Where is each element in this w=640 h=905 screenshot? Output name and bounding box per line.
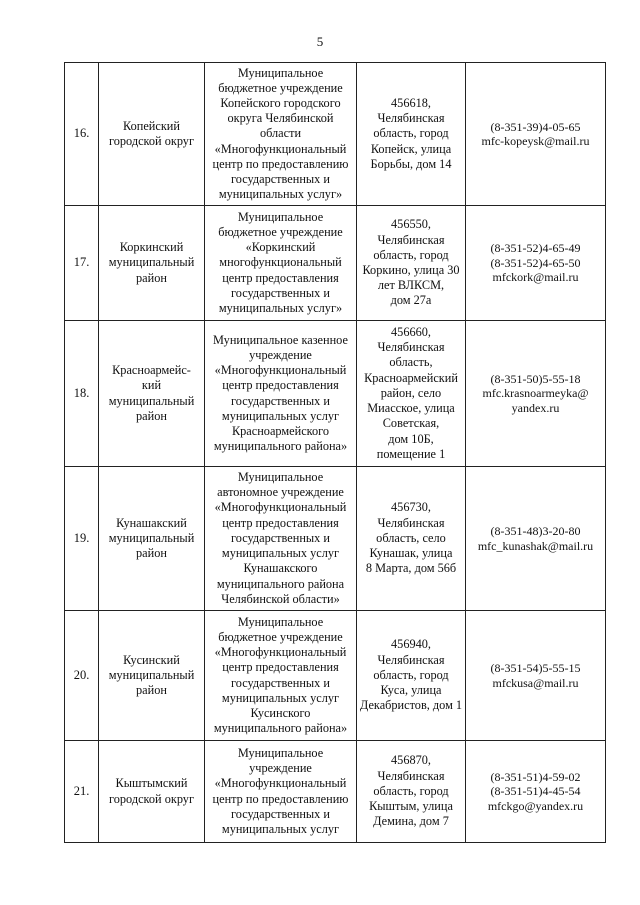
institution-name: Муниципальное бюджетное учреждение «Коркинский многофункциональный центр предоставления государственных и муниципальных услуг» <box>205 206 357 321</box>
contacts: (8-351-54)5-55-15 mfckusa@mail.ru <box>466 611 606 741</box>
institution-name: Муниципальное учреждение «Многофункциональный центр по предоставлению государственных и муниципальных услуг <box>205 741 357 843</box>
institution-name: Муниципальное бюджетное учреждение «Многофункциональный центр предоставления государственных и муниципальных услуг Кусинского муниципального района» <box>205 611 357 741</box>
address: 456550, Челябинская область, город Коркино, улица 30 лет ВЛКСМ, дом 27а <box>357 206 466 321</box>
table-row <box>65 321 606 467</box>
row-number: 18. <box>65 321 99 467</box>
district-name: Кыштымский городской округ <box>99 741 205 843</box>
row-number: 20. <box>65 611 99 741</box>
mfc-table <box>64 62 606 843</box>
district-name: Кунашакский муниципальный район <box>99 467 205 611</box>
contacts: (8-351-48)3-20-80 mfc_kunashak@mail.ru <box>466 467 606 611</box>
table-row <box>65 206 606 321</box>
table-row <box>65 741 606 843</box>
address: 456618, Челябинская область, город Копейск, улица Борьбы, дом 14 <box>357 63 466 206</box>
institution-name: Муниципальное бюджетное учреждение Копейского городского округа Челябинской области «Многофункциональный центр по предоставлению государственных и муниципальных услуг» <box>205 63 357 206</box>
district-name: Копейский городской округ <box>99 63 205 206</box>
institution-name: Муниципальное автономное учреждение «Многофункциональный центр предоставления государственных и муниципальных услуг Кунашакского муниципального района Челябинской области» <box>205 467 357 611</box>
district-name: Коркинский муниципальный район <box>99 206 205 321</box>
page-number: 5 <box>316 34 324 49</box>
address: 456730, Челябинская область, село Кунашак, улица 8 Марта, дом 56б <box>357 467 466 611</box>
table-row <box>65 467 606 611</box>
row-number: 17. <box>65 206 99 321</box>
address: 456660, Челябинская область, Красноармейский район, село Миасское, улица Советская, дом 10Б, помещение 1 <box>357 321 466 467</box>
address: 456870, Челябинская область, город Кыштым, улица Демина, дом 7 <box>357 741 466 843</box>
contacts: (8-351-39)4-05-65 mfc-kopeysk@mail.ru <box>466 63 606 206</box>
address: 456940, Челябинская область, город Куса, улица Декабристов, дом 1 <box>357 611 466 741</box>
row-number: 16. <box>65 63 99 206</box>
table-row <box>65 611 606 741</box>
district-name: Кусинский муниципальный район <box>99 611 205 741</box>
table-row <box>65 63 606 206</box>
contacts: (8-351-50)5-55-18 mfc.krasnoarmeyka@ yandex.ru <box>466 321 606 467</box>
institution-name: Муниципальное казенное учреждение «Многофункциональный центр предоставления государственных и муниципальных услуг Красноармейского муниципального района» <box>205 321 357 467</box>
district-name: Красноармейс- кий муниципальный район <box>99 321 205 467</box>
row-number: 21. <box>65 741 99 843</box>
row-number: 19. <box>65 467 99 611</box>
contacts: (8-351-51)4-59-02 (8-351-51)4-45-54 mfckgo@yandex.ru <box>466 741 606 843</box>
contacts: (8-351-52)4-65-49 (8-351-52)4-65-50 mfckork@mail.ru <box>466 206 606 321</box>
